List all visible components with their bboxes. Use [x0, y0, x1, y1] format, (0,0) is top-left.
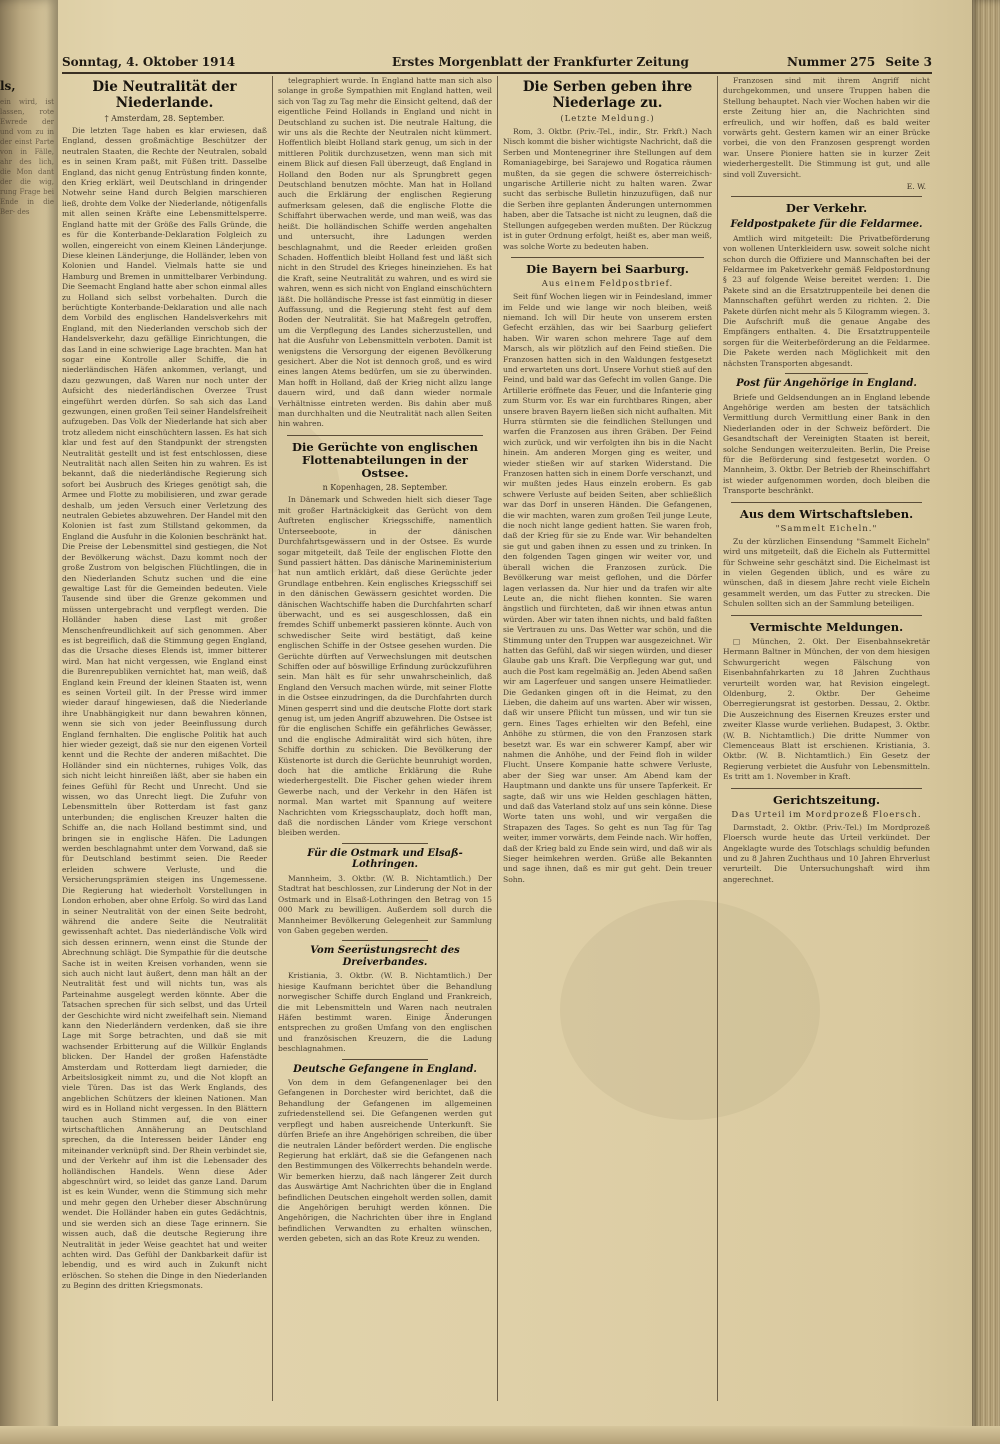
- column-3: [503, 76, 712, 1401]
- divider: [342, 843, 428, 844]
- divider: [785, 373, 868, 374]
- divider: [731, 196, 921, 197]
- article-body: Rom, 3. Oktbr. (Priv.-Tel., indir., Str. Frkft.) Nach Nisch kommt die bisher wichtigste Nachricht, daß die Serben und Montenegriner ihre Stellungen auf dem Romaniagebirge, bei Sarajewo und Rogatica räumen mußten, da sie gegen die schwere österreichisch-ungarische Artillerie nicht zu halten waren. Zwar sucht das serbische Bulletin hinzuzufügen, daß nur die Serben ihre geplanten Änderungen unternommen haben, aber die Tatsache ist nicht zu leugnen, daß die Stellungen aufgegeben werden mußten. Der Rückzug ist in guter Ordnung erfolgt, heißt es, aber man weiß, was solche Worte zu bedeuten haben.: [503, 127, 712, 251]
- masthead: [62, 54, 932, 74]
- previous-page-text: ein wird, ist lassen, rote Ewrede der und vom zu in der einst Parte von in Fälle, ahr des lich, die Mon dant der die wig, rung Frage bei Ende in die Ber- des: [0, 97, 54, 216]
- article-body: Mannheim, 3. Oktbr. (W. B. Nichtamtlich.) Der Stadtrat hat beschlossen, zur Linderung der Not in der Ostmark und in Elsaß-Lothringen den Betrag von 15 000 Mark zu bewilligen. Außerdem soll durch die Mannheimer Bevölkerung Gelegenheit zur Sammlung von Gaben gegeben werden.: [278, 873, 492, 935]
- article-body: Amtlich wird mitgeteilt: Die Privatbeförderung von wollenen Unterkleidern usw. soweit solche nicht schon durch die Offiziere und Mannschaften bei der Feldarmee im Paketverkehr gemäß Feldpostordnung § 23 auf folgende Weise bereitet werden: 1. Die Pakete sind an die Ersatztruppenteile bei denen die Mannschaften geführt werden zu richten. 2. Die Pakete dürfen nicht mehr als 5 Kilogramm wiegen. 3. Die Aufschrift muß die genaue Angabe des Empfängers enthalten. 4. Die Ersatztruppenteile sorgen für die Weiterbeförderung an die Feldarmee. Die Pakete werden nach Möglichkeit mit den nächsten Transporten abgesandt.: [723, 233, 930, 368]
- article-subheading: "Sammelt Eicheln.": [775, 523, 878, 534]
- article-headline: Deutsche Gefangene in England.: [293, 1063, 477, 1075]
- article-headline: Post für Angehörige in England.: [736, 378, 917, 390]
- column-2: [278, 76, 492, 1401]
- article-subheading: (Letzte Meldung.): [560, 114, 655, 125]
- divider: [287, 435, 484, 436]
- divider: [731, 788, 921, 789]
- issue-number: Nummer 275: [786, 55, 876, 69]
- page-number: Seite 3: [885, 55, 932, 69]
- article-signature: E. W.: [906, 182, 926, 192]
- article-body: In Dänemark und Schweden hielt sich dieser Tage mit großer Hartnäckigkeit das Gerücht von dem Auftreten englischer Kriegsschiffe, namentlich Unterseeboote, in der dänischen Durchfahrtsgewässern und in der Ostsee. Es wurde sogar mitgeteilt, daß Teile der englischen Flotte den Sund passiert hätten. Das dänische Marineministerium hat nun amtlich erklärt, daß diese Gerüchte jeder Grundlage entbehren. Kein englisches Kriegsschiff sei in den dänischen Gewässern gesichtet worden. Die dänischen Wachtschiffe haben die Durchfahrten scharf überwacht, und es sei ausgeschlossen, daß ein fremdes Schiff unbemerkt passieren könnte. Auch von schwedischer Seite wird bestätigt, daß keine englischen Schiffe in der Ostsee gesehen wurden. Die Gerüchte dürften auf Verwechslungen mit deutschen Schiffen oder auf böswillige Erfindung zurückzuführen sein. Man hält es für sehr unwahrscheinlich, daß England den Versuch machen würde, mit seiner Flotte in die Ostsee einzudringen, da die Durchfahrten durch Minen gesperrt sind und die deutsche Flotte dort stark genug ist, um jeden Angriff abzuwehren. Die Ostsee ist für die englischen Schiffe ein gefährliches Gewässer, und die englische Admiralität wird sich hüten, ihre Schiffe dorthin zu schicken. Die Bevölkerung der Küstenorte ist durch die Gerüchte beunruhigt worden, doch hat die amtliche Erklärung die Ruhe wiederhergestellt. Die Fischer gehen wieder ihrem Gewerbe nach, und der Verkehr in den Häfen ist normal. Man wartet mit Spannung auf weitere Nachrichten vom Kriegsschauplatz, doch hofft man, daß die nordischen Länder vom Kriege verschont bleiben werden.: [278, 495, 492, 838]
- article-headline: Die Gerüchte von englischen Flottenabteilungen in der Ostsee.: [292, 439, 478, 481]
- article-body: Kristiania, 3. Oktbr. (W. B. Nichtamtlich.) Der hiesige Kaufmann berichtet über die Behandlung norwegischer Schiffe durch England und Frankreich, die mit Lebensmitteln und Waren nach neutralen Häfen bestimmt waren. Einige Änderungen entsprechen zu großen Umfang von den englischen und französischen Kreuzern, die die Ladung beschlagnahmen.: [278, 971, 492, 1054]
- article-dateline: n Kopenhagen, 28. September.: [322, 483, 448, 493]
- article-body: Zu der kürzlichen Einsendung "Sammelt Eicheln" wird uns mitgeteilt, daß die Eicheln als Futtermittel für Schweine sehr geschätzt sind. Die Eichelmast ist in vielen Gegenden üblich, und es wäre zu wünschen, daß in diesem Jahre recht viele Eicheln gesammelt werden, um das Futter zu strecken. Die Schulen sollten sich an der Sammlung beteiligen.: [723, 536, 930, 609]
- article-subheading: Aus einem Feldpostbrief.: [541, 279, 674, 290]
- divider: [342, 1059, 428, 1060]
- article-body: Seit fünf Wochen liegen wir in Feindesland, immer im Felde und wie lange wir noch bleiben, weiß niemand. Ich will Dir heute von unserem ersten Gefecht erzählen, das wir bei Saarburg geliefert haben. Wir waren schon mehrere Tage auf dem Marsch, als wir plötzlich auf den Feind stießen. Die Franzosen hatten sich in den Waldungen festgesetzt und erwarteten uns dort. Unsere Vorhut stieß auf den Feind, und bald war das Gefecht im vollen Gange. Die Artillerie eröffnete das Feuer, und die Infanterie ging zum Sturm vor. Es war ein furchtbares Ringen, aber unsere braven Bayern ließen sich nicht aufhalten. Mit Hurra stürmten sie die feindlichen Stellungen und warfen die Franzosen aus ihren Gräben. Der Feind wich zurück, und wir verfolgten ihn bis in die Nacht hinein. Am anderen Morgen ging es weiter, und wieder stießen wir auf starken Widerstand. Die Franzosen hatten sich in einem Dorfe verschanzt, und wir mußten jedes Haus einzeln erobern. Es gab schwere Verluste auf beiden Seiten, aber schließlich war das Dorf in unseren Händen. Die Gefangenen, die wir machten, waren zum großen Teil junge Leute, die noch nicht lange gedient hatten. Sie waren froh, daß der Krieg für sie zu Ende war. Wir behandelten sie gut und gaben ihnen zu essen und zu trinken. In den folgenden Tagen gingen wir weiter vor, und überall wichen die Franzosen zurück. Die Bevölkerung war meist geflohen, und die Dörfer lagen verlassen da. Nur hier und da trafen wir alte Leute an, die nicht fliehen konnten. Sie waren ängstlich und fürchteten, daß wir ihnen etwas antun würden. Aber wir taten ihnen nichts, und bald faßten sie Vertrauen zu uns. Das Wetter war schön, und die Stimmung unter den Truppen war ausgezeichnet. Wir hatten das Gefühl, daß wir siegen würden, und dieser Glaube gab uns Kraft. Die Verpflegung war gut, und auch die Post kam regelmäßig an. Jeden Abend saßen wir am Lagerfeuer und sangen unsere Heimatlieder. Die Gedanken gingen oft in die Heimat, zu den Lieben, die daheim auf uns warten. Aber wir wissen, daß wir unsere Pflicht tun müssen, und wir tun sie gern. Eines Tages erhielten wir den Befehl, eine Anhöhe zu stürmen, die von den Franzosen stark besetzt war. Es war ein schwerer Kampf, aber wir nahmen die Anhöhe, und der Feind floh in wilder Flucht. Unsere Kompanie hatte schwere Verluste, aber der Sieg war unser. Am Abend kam der Hauptmann und dankte uns für unsere Tapferkeit. Er sagte, daß wir uns wie Helden geschlagen hätten, und daß das Vaterland stolz auf uns sein könne. Diese Worte taten uns wohl, und wir vergaßen die Strapazen des Tages. So geht es nun Tag für Tag weiter, immer vorwärts, dem Feinde nach. Wir hoffen, daß der Krieg bald zu Ende sein wird, und daß wir als Sieger heimkehren werden. Grüße alle Bekannten und sage ihnen, daß es mir gut geht. Dein treuer Sohn.: [503, 292, 712, 884]
- article-body: telegraphiert wurde. In England hatte man sich also solange in große Sympathien mit England hatten, weil sich von Tag zu Tag mehr die Einsicht geltend, daß der eigentliche Feind Hollands in England und nicht in Deutschland zu suchen ist. Die neutrale Haltung, die wir uns als die Rechte der Neutralen nicht kümmert. Hoffentlich bleibt Holland stark genug, um sich in der mittleren Politik durchzusetzen, wenn man sich mit einem Blick auf diesen Fall überzeugt, daß England in Holland den Boden nur als Sprungbrett gegen Deutschland benutzen möchte. Man hat in Holland auch die Erklärung der englischen Regierung aufmerksam gelesen, daß die englische Flotte die Schiffahrt überwachen werde, und man weiß, was das heißt. Die holländischen Schiffe werden angehalten und untersucht, ihre Ladungen werden beschlagnahmt, und die Reeder erleiden großen Schaden. Hoffentlich bleibt Holland fest und läßt sich nicht in den Strudel des Krieges hineinziehen. Es hat die Kraft, seine Neutralität zu wahren, und es wird sie wahren, wenn es sich nicht von England einschüchtern läßt. Die holländische Presse ist fast einmütig in dieser Auffassung, und die Regierung steht fest auf dem Boden der Neutralität. Sie hat Maßregeln getroffen, um die Verpflegung des Landes sicherzustellen, und hat die Ausfuhr von Lebensmitteln verboten. Damit ist wenigstens die Versorgung der eigenen Bevölkerung gesichert. Aber die Not ist dennoch groß, und es wird eines langen Atems bedürfen, um sie zu überwinden. Man hofft in Holland, daß der Krieg nicht allzu lange dauern wird, und daß dann wieder normale Verhältnisse eintreten werden. Bis dahin aber muß man durchhalten und die Neutralität nach allen Seiten hin wahren.: [278, 76, 492, 429]
- page-edges: [972, 0, 1000, 1444]
- divider: [731, 502, 921, 503]
- article-body: Briefe und Geldsendungen an in England lebende Angehörige werden am besten der tatsächlich Vermittlung durch Vermittlung einer Bank in den Niederlanden oder in der Schweiz befördert. Die Gesandtschaft der Vereinigten Staaten ist bereit, solche Sendungen weiterzuleiten. Berlin, Die Preise für die Beförderung sind festgesetzt worden. O Mannheim, 3. Oktbr. Der Betrieb der Rheinschiffahrt ist wieder aufgenommen worden, doch bleiben die Transporte beschränkt.: [723, 392, 930, 496]
- column-1: [62, 76, 267, 1401]
- article-headline: Vom Seerüstungsrecht des Dreiverbandes.: [310, 945, 460, 968]
- page-bottom-edge: [0, 1426, 1000, 1444]
- previous-page-column: [0, 76, 54, 1401]
- article-body: Franzosen sind mit ihrem Angriff nicht durchgekommen, und unsere Truppen haben die Stellung behauptet. Nach vier Wochen haben wir die erste Zeitung hier an, die Nachrichten sind erfreulich, und wir hoffen, daß es bald weiter vorwärts geht. Gestern kamen wir an einer Brücke vorbei, die von den Franzosen gesprengt worden war. Unsere Pioniere hatten sie in kurzer Zeit wiederhergestellt. Die Stimmung ist gut, und alle sind voll Zuversicht.: [723, 76, 930, 179]
- masthead-number: [787, 55, 932, 69]
- column-rule: [272, 76, 273, 1401]
- article-headline: Die Serben geben ihre Niederlage zu.: [522, 79, 693, 111]
- article-headline: Für die Ostmark und Elsaß-Lothringen.: [307, 847, 463, 871]
- article-body: □ München, 2. Okt. Der Eisenbahnsekretär Hermann Baltner in München, der von dem hiesigen Schwurgericht wegen Fälschung von Eisenbahnfahrkarten zu 18 Jahren Zuchthaus verurteilt worden war, hat Revision eingelegt. Oldenburg, 2. Oktbr. Der Geheime Oberregierungsrat ist gestorben. Dessau, 2. Oktbr. Die Auszeichnung des Eisernen Kreuzes erster und zweiter Klasse wurde verliehen. Budapest, 3. Oktbr. (W. B. Nichtamtlich.) Die dritte Nummer von Clemenceaus Blatt ist erschienen. Kristiania, 3. Oktbr. (W. B. Nichtamtlich.) Ein Gesetz der Regierung verbietet die Ausfuhr von Lebensmitteln. Es tritt am 1. November in Kraft.: [723, 636, 930, 782]
- article-body: Von dem in dem Gefangenenlager bei den Gefangenen in Dorchester wird berichtet, daß die Behandlung der Gefangenen im allgemeinen zufriedenstellend sei. Die Gefangenen werden gut verpflegt und haben ausreichende Unterkunft. Sie dürfen Briefe an ihre Angehörigen schreiben, die über die neutralen Länder befördert werden. Die englische Regierung hat erklärt, daß sie die Gefangenen nach den Bestimmungen des Völkerrechts behandeln werde. Wir bemerken hierzu, daß nach längerer Zeit durch das Auswärtige Amt Nachrichten über die in England befindlichen Deutschen eingeholt werden sollen, damit die Angehörigen beruhigt werden können. Die Angehörigen, die Nachrichten über ihre in England befindlichen Verwandten zu erhalten wünschen, werden gebeten, sich an das Rote Kreuz zu wenden.: [278, 1078, 492, 1244]
- divider: [511, 257, 703, 258]
- article-headline: Die Neutralität der Niederlande.: [92, 79, 237, 111]
- masthead-title: Erstes Morgenblatt der Frankfurter Zeitung: [392, 55, 689, 69]
- article-headline: Feldpostpakete für die Feldarmee.: [730, 219, 923, 231]
- column-rule: [717, 76, 718, 1401]
- article-dateline: † Amsterdam, 28. September.: [104, 114, 225, 124]
- article-headline: Die Bayern bei Saarburg.: [526, 261, 689, 276]
- divider: [731, 615, 921, 616]
- previous-page-heading: ls,: [0, 79, 16, 93]
- divider: [342, 940, 428, 941]
- section-headline: Vermischte Meldungen.: [749, 619, 904, 634]
- article-body: Darmstadt, 2. Oktbr. (Priv.-Tel.) Im Mordprozeß Floersch wurde heute das Urteil verkündet. Der Angeklagte wurde des Totschlags schuldig befunden und zu 8 Jahren Zuchthaus und 10 Jahren Ehrverlust verurteilt. Die Untersuchungshaft wird ihm angerechnet.: [723, 822, 930, 884]
- article-subheading: Das Urteil im Mordprozeß Floersch.: [731, 809, 922, 820]
- column-rule: [497, 76, 498, 1401]
- section-headline: Aus dem Wirtschaftsleben.: [739, 506, 914, 521]
- section-headline: Gerichtszeitung.: [772, 792, 880, 807]
- article-body: Die letzten Tage haben es klar erwiesen, daß England, dessen großmächtige Beschützer der neutralen Staaten, die Rechte der Neutralen, sobald es in seinen Kram paßt, mit Füßen tritt. Dasselbe England, das nicht genug Entrüstung finden konnte, den Krieg erklärt, weil Deutschland in dringender Notwehr seine Hand durch Belgien marschieren ließ, drohte dem Volke der Niederlande, nötigenfalls mit allen seinen Kräfte eine Lebensmittelsperre. England hatte mit der Größe des Falls Gründe, die es für die Konterbande-Deklaration Folgleich zu wollen, eingereicht von einem Kleinen Länderjunge. Diese kleinen Länderjunge, die Holländer, leben von Kolonien und Handel. Vielmals hatte sie und Hamburg und Bremen in unmittelbarer Verbindung. Die Seemacht England hatte aber schon einmal alles zu Holland sich selbst vorbehalten. Durch die berüchtigte Konterbande-Deklaration und alle nach dem Vorbild des englischen Handelsverkehrs mit England, mit den Niederlanden verschob sich der Handelsverkehr, dazu gefällige Einrichtungen, die das Land in eine schwierige Lage brachten. Man hat sogar eine Kontrolle aller Schiffe, die in niederländischen Häfen ankommen, verlangt, und dazu gezwungen, daß Waren nur noch unter der Aufsicht des niederländischen Overzee Trust eingeführt werden dürfen. So sah sich das Land gezwungen, einen großen Teil seiner Handelsfreiheit aufzugeben. Das Volk der Niederlande hat sich aber trotz alledem nicht einschüchtern lassen. Es hat sich klar und fest auf den Standpunkt der strengsten Neutralität gestellt und ist fest entschlossen, diese Neutralität nach allen Seiten hin zu wahren. Es ist bekannt, daß die niederländische Regierung sich sofort bei Ausbruch des Krieges genötigt sah, die Armee und Flotte zu mobilisieren, und zwar gerade deshalb, um jeden Versuch einer Verletzung des neutralen Gebietes abzuwehren. Der Handel mit den Kolonien ist fast zum Stillstand gekommen, da England die Ausfuhr in die Kolonien beschränkt hat. Die Preise der Lebensmittel sind gestiegen, die Not der Bevölkerung wächst. Dazu kommt noch der große Zustrom von belgischen Flüchtlingen, die in den Niederlanden Schutz suchen und die eine gewaltige Last für die Gemeinden bedeuten. Viele Tausende sind über die Grenze gekommen und müssen untergebracht und verpflegt werden. Die Holländer haben diese Last mit großer Menschenfreundlichkeit auf sich genommen. Aber es ist begreiflich, daß die Stimmung gegen England, das die Ursache dieses Elends ist, immer bitterer wird. Man hat nicht vergessen, wie England einst die Burenrepubliken vernichtet hat, man weiß, daß England kein Freund der kleinen Staaten ist, wenn es seinen Vorteil gilt. In der Presse wird immer wieder darauf hingewiesen, daß die Niederlande ihre Unabhängigkeit nur dann bewahren können, wenn sie sich von jeder Beeinflussung durch England fernhalten. Die englische Politik hat auch hier wieder gezeigt, daß sie nur den eigenen Vorteil kennt und die Rechte der anderen mißachtet. Die Holländer sind ein nüchternes, ruhiges Volk, das sich nicht leicht hinreißen läßt, aber sie haben ein feines Gefühl für Recht und Unrecht. Und sie wissen, wo das Unrecht liegt. Die Zufuhr von Lebensmitteln über Rotterdam ist fast ganz unterbunden; die englischen Kreuzer halten die Schiffe an, die nach Holland bestimmt sind, und bringen sie in englische Häfen. Die Ladungen werden beschlagnahmt unter dem Vorwand, daß sie für Deutschland bestimmt seien. Die Reeder erleiden schwere Verluste, und die Versicherungsprämien steigen ins Ungemessene. Die Regierung hat wiederholt Vorstellungen in London erhoben, aber ohne Erfolg. So wird das Land in seiner Neutralität von der einen Seite bedroht, während die andere Seite die Neutralität gewissenhaft achtet. Das niederländische Volk wird sich dessen erinnern, wenn einst die Stunde der Abrechnung schlägt. Die Sympathie für die deutsche Sache ist in weiten Kreisen vorhanden, wenn sie sich auch nicht laut äußert, denn man hält an der Neutralität fest und will nichts tun, was als Parteinahme ausgelegt werden könnte. Aber die Tatsachen sprechen für sich selbst, und das Urteil der Geschichte wird nicht zweifelhaft sein. Niemand kann den Niederländern verdenken, daß sie ihre Lage mit Sorge betrachten, und daß sie mit wachsender Erbitterung auf die Willkür Englands blicken. Der Handel der großen Hafenstädte Amsterdam und Rotterdam liegt darnieder, die Arbeitslosigkeit nimmt zu, und die Not klopft an viele Türen. Das ist das Werk Englands, des angeblichen Schützers der kleinen Nationen. Man wird es in Holland nicht vergessen. In den Blättern tauchen auch Stimmen auf, die von einer wirtschaftlichen Annäherung an Deutschland sprechen, da die Interessen beider Länder eng miteinander verknüpft sind. Der Rhein verbindet sie, und der Verkehr auf ihm ist die Lebensader des holländischen Handels. Wenn diese Ader abgeschnürt wird, so leidet das ganze Land. Darum ist es kein Wunder, wenn die Stimmung sich mehr und mehr gegen den Urheber dieser Abschnürung wendet. Die Holländer haben ein gutes Gedächtnis, und sie werden sich an diese Tage erinnern. Sie wissen auch, daß die deutsche Regierung ihre Neutralität in jeder Weise geachtet hat und weiter achten wird. Das Gefühl der Dankbarkeit dafür ist lebendig, und es wird auch in Zukunft nicht erlöschen. So stehen die Dinge in den Niederlanden zu Beginn des dritten Kriegsmonats.: [62, 126, 267, 1291]
- masthead-date: Sonntag, 4. Oktober 1914: [62, 55, 236, 69]
- section-headline: Der Verkehr.: [785, 201, 868, 216]
- column-4: [723, 76, 930, 1401]
